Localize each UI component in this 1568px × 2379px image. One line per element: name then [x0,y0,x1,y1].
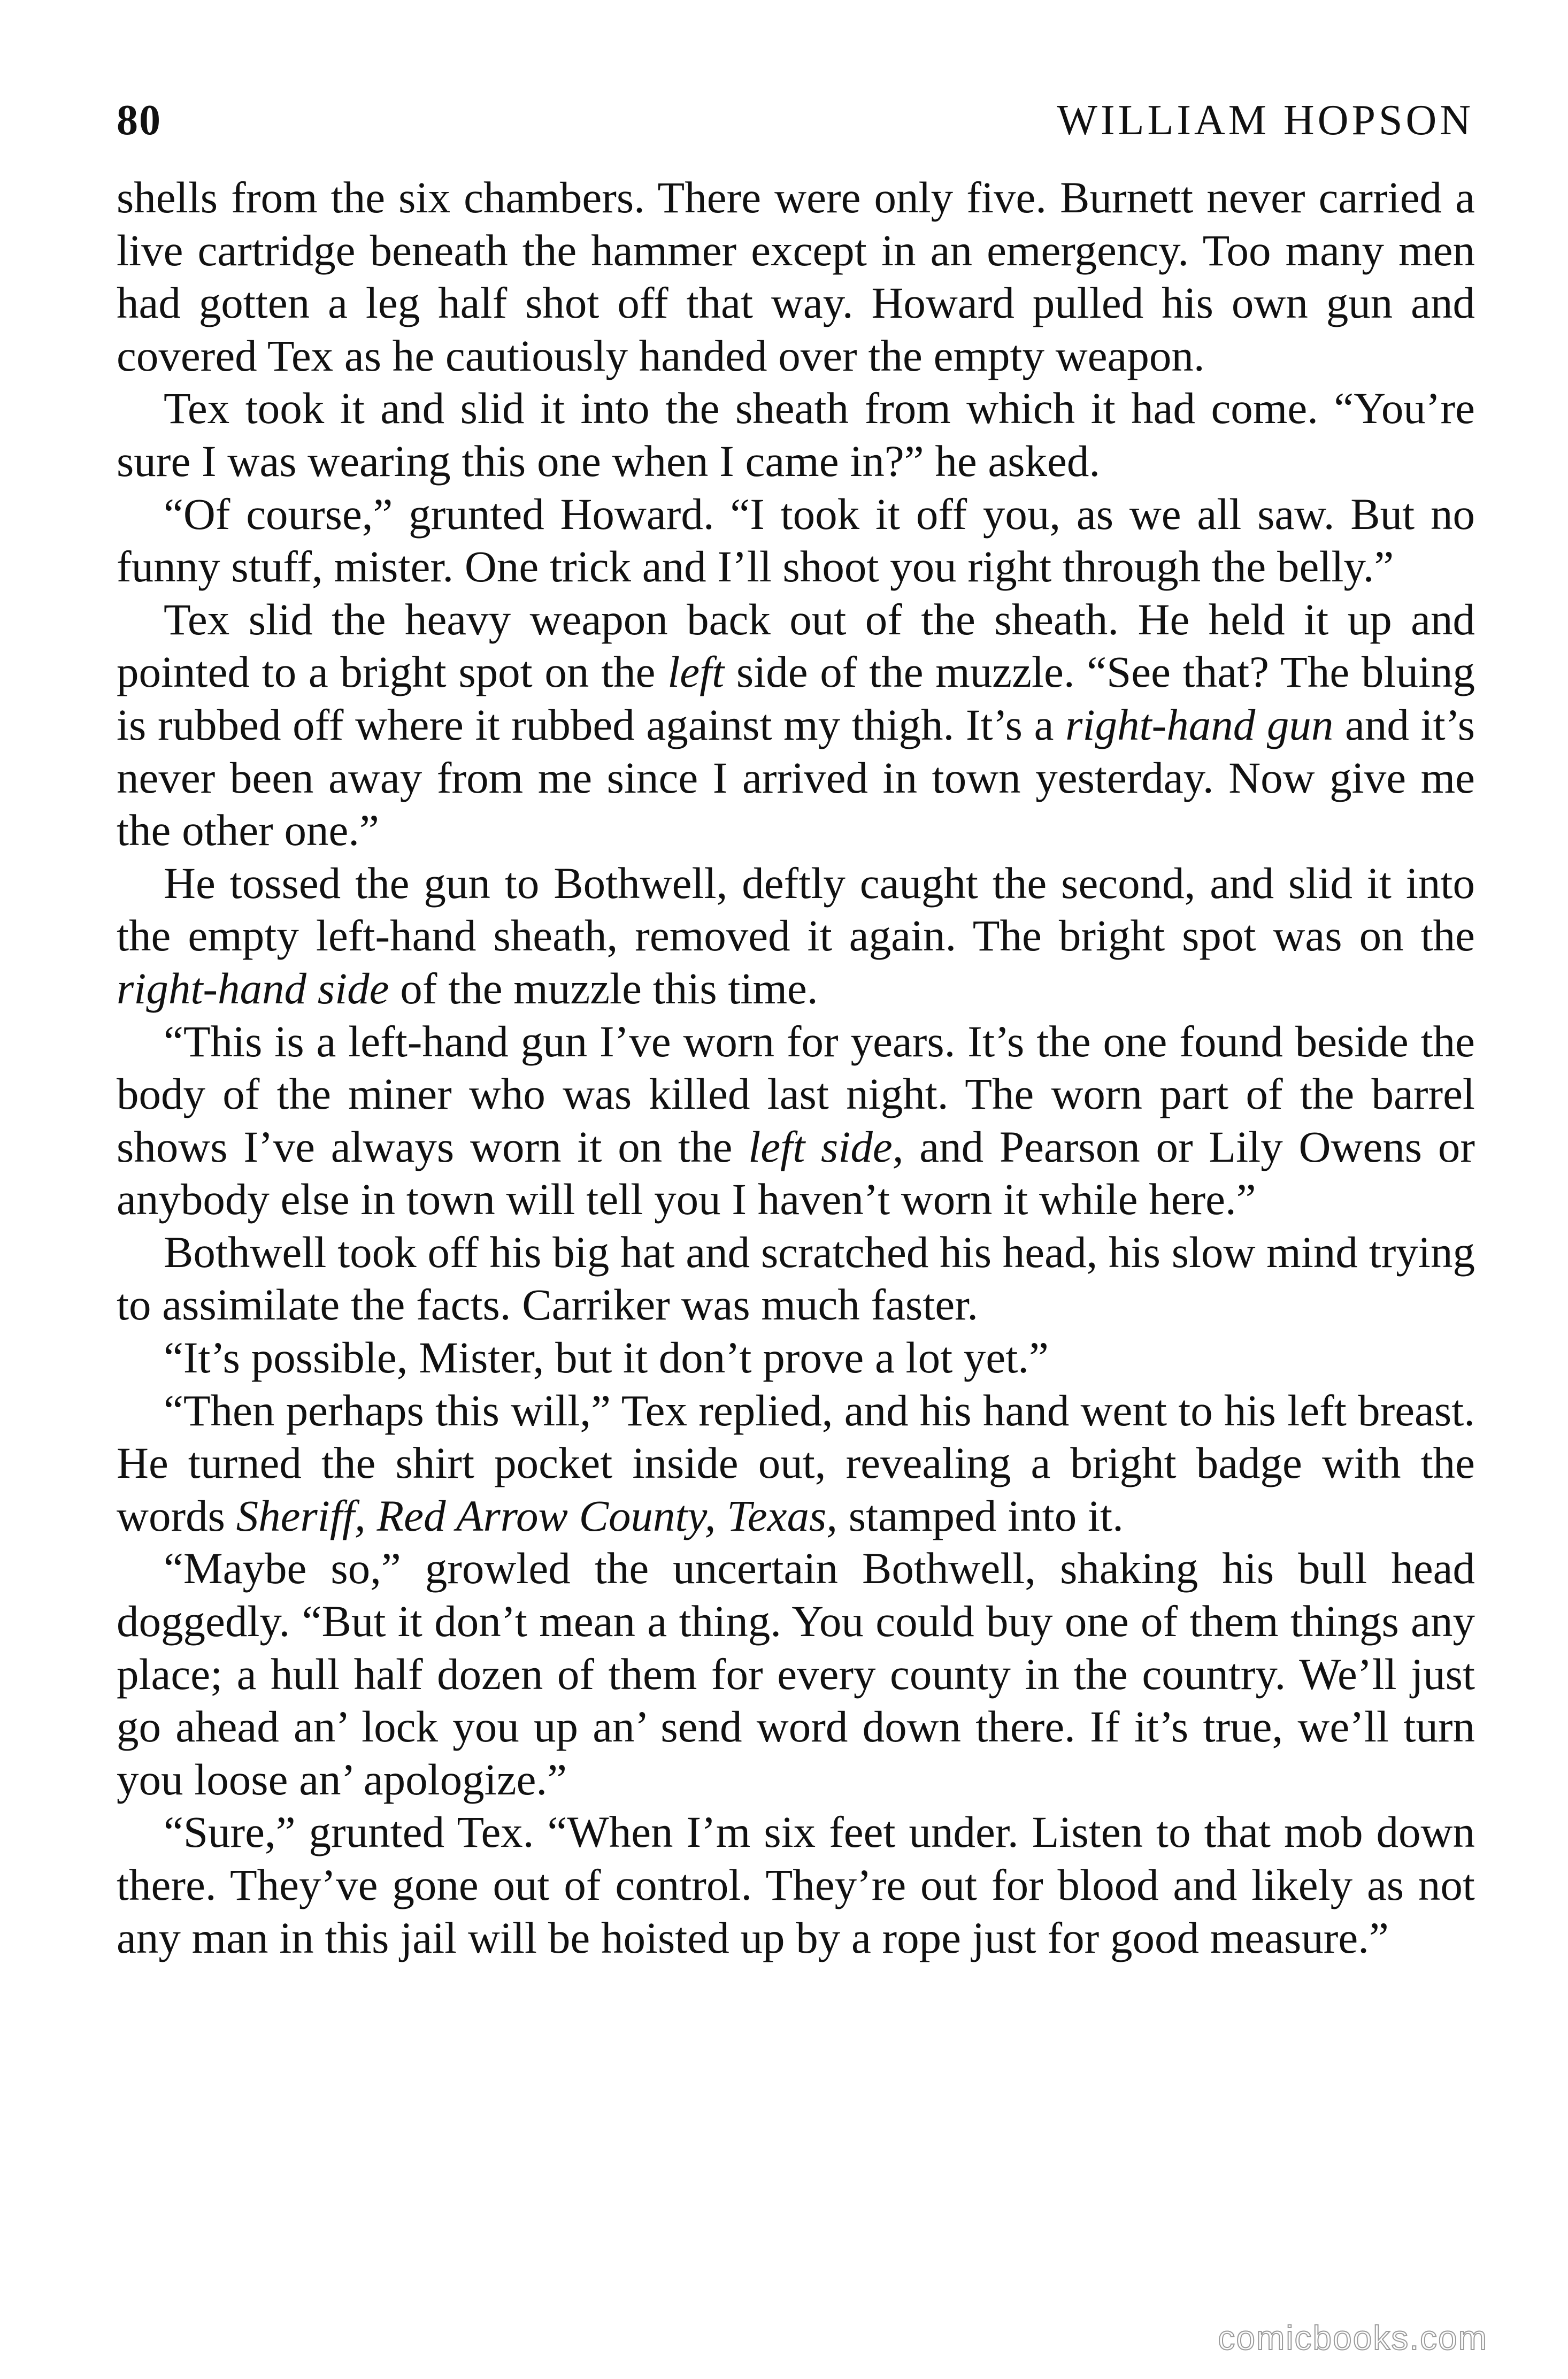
text-run: “This is a left-hand gun I’ve worn for years. It’s the one found beside the body of the miner who was killed last night. The worn part of the barrel shows I’ve always worn it on the [117,1016,1475,1171]
text-run: stamped into it. [837,1491,1124,1540]
italic-text: right-hand side [117,963,389,1013]
paragraph [117,171,1475,382]
text-run: “Then perhaps this will,” Tex replied, and his hand went to his left breast. He turned the shirt pocket inside out, revealing a bright badge with the words [117,1385,1475,1540]
text-run: shells from the six chambers. There were only five. Burnett never carried a live cartridge beneath the hammer except in an emergency. Too many men had gotten a leg half shot off that way. Howard pulled his own gun and covered Tex as he cautiously handed over the empty weapon. [117,173,1475,380]
running-head-author: WILLIAM HOPSON [1057,97,1474,144]
paragraph [117,1542,1475,1806]
text-run: Tex slid the heavy weapon back out of the sheath. He held it up and pointed to a bright spot on the [117,594,1475,697]
text-run: He tossed the gun to Bothwell, deftly caught the second, and slid it into the empty left-hand sheath, removed it again. The bright spot was on the [117,858,1475,961]
body-text [117,171,1475,1964]
text-run: “Sure,” grunted Tex. “When I’m six feet under. Listen to that mob down there. They’ve gone out of control. They’re out for blood and likely as not any man in this jail will be hoisted up by a rope just for good measure.” [117,1807,1475,1962]
paragraph [117,1384,1475,1542]
paragraph [117,1806,1475,1964]
italic-text: left side, [748,1122,904,1171]
italic-text: right-hand gun [1065,700,1334,749]
paragraph [117,488,1475,593]
paragraph [117,382,1475,487]
text-run: “Of course,” grunted Howard. “I took it off you, as we all saw. But no funny stuff, mister. One trick and I’ll shoot you right through the belly.” [117,489,1475,592]
paragraph [117,1015,1475,1226]
page-number: 80 [117,97,162,144]
paragraph [117,1226,1475,1331]
paragraph [117,593,1475,857]
text-run: “It’s possible, Mister, but it don’t prove a lot yet.” [164,1333,1049,1383]
italic-text: Sheriff, Red Arrow County, Texas, [236,1491,838,1540]
paragraph [117,857,1475,1015]
text-run: Tex took it and slid it into the sheath from which it had come. “You’re sure I was wearing this one when I came in?” he asked. [117,383,1475,486]
page-header [117,96,1474,155]
watermark: comicbooks.com [1218,2319,1488,2357]
text-run: side of the muzzle. “See that? The bluing is rubbed off where it rubbed against my thigh. It’s a [117,647,1475,749]
text-run: “Maybe so,” growled the uncertain Bothwell, shaking his bull head doggedly. “But it don’t mean a thing. You could buy one of them things any place; a hull half dozen of them for every county in the country. We’ll just go ahead an’ lock you up an’ send word down there. If it’s true, we’ll turn you loose an’ apologize.” [117,1544,1475,1804]
text-run: of the muzzle this time. [389,963,818,1013]
text-run: and it’s never been away from me since I arrived in town yesterday. Now give me the other one.” [117,700,1475,855]
text-run: and Pearson or Lily Owens or anybody else in town will tell you I haven’t worn it while here.” [117,1122,1475,1224]
italic-text: left [667,647,725,697]
text-run: Bothwell took off his big hat and scratched his head, his slow mind trying to assimilate the facts. Carriker was much faster. [117,1227,1475,1330]
paragraph [117,1331,1475,1384]
